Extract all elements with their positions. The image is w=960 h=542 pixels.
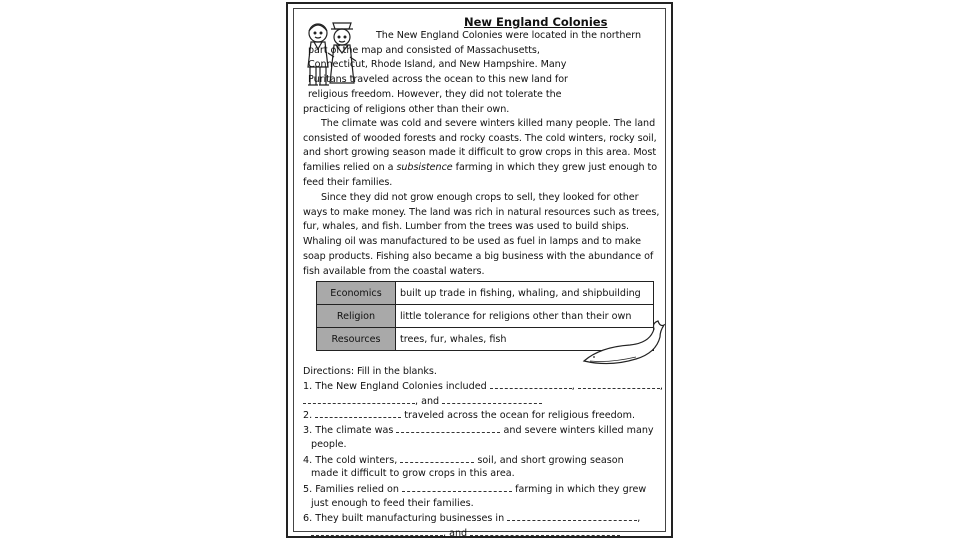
answer-blank[interactable] bbox=[470, 526, 620, 536]
resources-paragraph bbox=[303, 191, 663, 279]
answer-blank[interactable] bbox=[578, 379, 660, 389]
intro-text: practicing of religions other than their own. bbox=[303, 103, 510, 115]
question-text: 4. The cold winters, bbox=[303, 454, 398, 466]
question-text: traveled across the ocean for religious freedom. bbox=[404, 410, 636, 422]
question-text: 3. The climate was bbox=[303, 425, 394, 437]
answer-blank[interactable] bbox=[400, 453, 474, 463]
directions-text: Directions: Fill in the blanks. bbox=[303, 366, 437, 377]
question-text: soil, and short growing season bbox=[477, 454, 624, 466]
climate-paragraph bbox=[303, 117, 663, 191]
question-text: and severe winters killed many bbox=[503, 425, 654, 437]
answer-blank[interactable] bbox=[490, 379, 572, 389]
question-text: 2. bbox=[303, 410, 313, 422]
intro-text: Puritans traveled across the ocean to this new land for bbox=[308, 74, 568, 86]
row-value: trees, fur, whales, fish bbox=[396, 328, 654, 351]
question-3-cont: people. bbox=[311, 438, 347, 450]
question-3 bbox=[303, 423, 654, 439]
question-6: 6. They built manufacturing businesses in , bbox=[303, 513, 641, 525]
question-text: , and bbox=[443, 528, 468, 539]
question-5 bbox=[303, 482, 646, 498]
row-value: built up trade in fishing, whaling, and shipbuilding bbox=[396, 282, 654, 305]
question-text: farming in which they grew bbox=[515, 483, 647, 495]
answer-blank[interactable] bbox=[303, 394, 415, 404]
question-6-cont bbox=[311, 526, 620, 542]
answer-blank[interactable] bbox=[311, 526, 443, 536]
question-text: , and bbox=[415, 395, 440, 407]
worksheet-title: New England Colonies bbox=[464, 15, 608, 29]
worksheet-frame bbox=[293, 8, 666, 539]
question-5-cont: just enough to feed their families. bbox=[311, 497, 474, 509]
table-row bbox=[317, 282, 654, 305]
question-text: 1. The New England Colonies included bbox=[303, 381, 487, 392]
answer-blank[interactable] bbox=[315, 408, 401, 418]
answer-blank[interactable] bbox=[442, 394, 542, 404]
answer-blank[interactable] bbox=[396, 423, 500, 433]
row-label: Religion bbox=[317, 305, 396, 328]
question-4 bbox=[303, 453, 624, 469]
intro-text: part of the map and consisted of Massachusetts, bbox=[308, 44, 540, 56]
whale-icon bbox=[580, 315, 670, 371]
intro-text: The New England Colonies were located in the northern bbox=[376, 30, 642, 41]
row-label: Resources bbox=[317, 328, 396, 351]
question-1: 1. The New England Colonies included , , bbox=[303, 381, 663, 392]
answer-blank[interactable] bbox=[402, 482, 512, 492]
resources-text: Since they did not grow enough crops to sell, they looked for other ways to make money. The land was rich in natural resources such as trees, fur, whales, and fish. Lumber from the trees was used to build ships. Whaling oil was manufactured to be used as fuel in lamps and to make soap products. Fishing also became a big business with the abundance of fish available from the coastal waters. bbox=[303, 192, 660, 277]
worksheet-page bbox=[286, 2, 673, 538]
question-1-cont bbox=[303, 394, 542, 410]
answer-blank[interactable] bbox=[507, 511, 637, 521]
question-4-cont: made it difficult to grow crops in this area. bbox=[311, 468, 515, 480]
intro-text: religious freedom. However, they did not tolerate the bbox=[308, 88, 562, 100]
row-value: little tolerance for religions other than their own bbox=[396, 305, 654, 328]
intro-text: Connecticut, Rhode Island, and New Hampshire. Many bbox=[308, 59, 567, 71]
subsistence-term: subsistence bbox=[396, 162, 453, 174]
climate-text-end: farming in which they grew just enough to feed their families. bbox=[303, 162, 658, 188]
row-label: Economics bbox=[317, 282, 396, 305]
question-2 bbox=[303, 408, 635, 424]
question-text: 6. They built manufacturing businesses in bbox=[303, 513, 505, 525]
climate-text: The climate was cold and severe winters killed many people. The land consisted of wooded forests and rocky coasts. The cold winters, rocky soil, and short growing season made it difficult to grow crops in this area. Most families relied on a bbox=[303, 118, 657, 174]
question-text: 5. Families relied on bbox=[303, 483, 399, 495]
